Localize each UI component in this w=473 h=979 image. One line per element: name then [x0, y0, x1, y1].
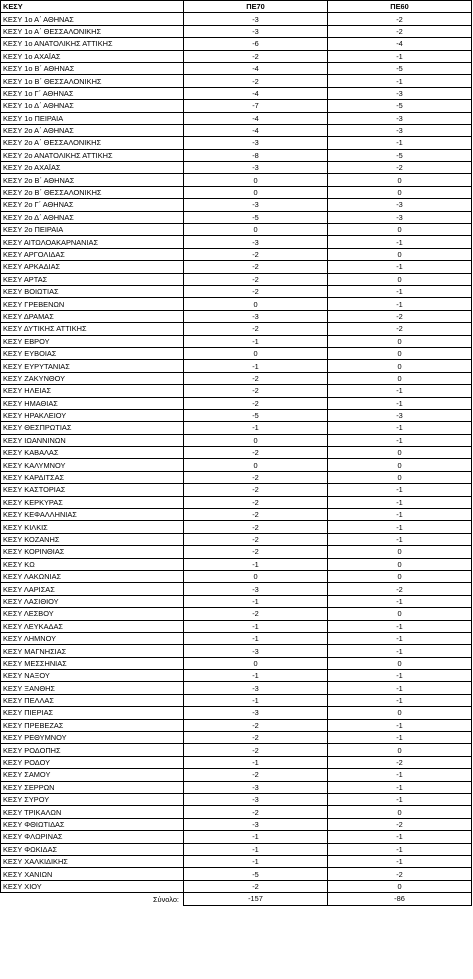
pe70-value-cell: -1: [184, 335, 328, 347]
kesy-name-cell: ΚΕΣΥ ΗΡΑΚΛΕΙΟΥ: [1, 409, 184, 421]
header-kesy: ΚΕΣΥ: [1, 1, 184, 13]
table-row: [1, 509, 472, 521]
table-row: [1, 211, 472, 223]
pe60-value-cell: 0: [328, 707, 472, 719]
table-row: [1, 174, 472, 186]
kesy-name-cell: ΚΕΣΥ ΧΑΛΚΙΔΙΚΗΣ: [1, 855, 184, 867]
pe70-value-cell: -5: [184, 868, 328, 880]
pe70-value-cell: -3: [184, 707, 328, 719]
pe70-value-cell: -2: [184, 496, 328, 508]
table-row: [1, 124, 472, 136]
pe60-value-cell: -2: [328, 323, 472, 335]
table-row: [1, 236, 472, 248]
pe60-value-cell: 0: [328, 880, 472, 892]
pe60-value-cell: -1: [328, 682, 472, 694]
table-row: [1, 385, 472, 397]
pe60-value-cell: -1: [328, 831, 472, 843]
pe60-value-cell: 0: [328, 372, 472, 384]
kesy-name-cell: ΚΕΣΥ ΧΑΝΙΩΝ: [1, 868, 184, 880]
table-row: [1, 248, 472, 260]
kesy-name-cell: ΚΕΣΥ ΦΛΩΡΙΝΑΣ: [1, 831, 184, 843]
pe70-value-cell: -1: [184, 670, 328, 682]
table-row: [1, 521, 472, 533]
table-row: [1, 310, 472, 322]
pe60-value-cell: -1: [328, 670, 472, 682]
pe70-value-cell: -6: [184, 38, 328, 50]
pe60-value-cell: -1: [328, 732, 472, 744]
pe60-value-cell: -1: [328, 632, 472, 644]
kesy-name-cell: ΚΕΣΥ ΞΑΝΘΗΣ: [1, 682, 184, 694]
kesy-name-cell: ΚΕΣΥ 1ο Γ΄ ΑΘΗΝΑΣ: [1, 87, 184, 99]
pe70-value-cell: -2: [184, 732, 328, 744]
pe60-value-cell: -1: [328, 769, 472, 781]
pe70-value-cell: -7: [184, 100, 328, 112]
table-row: [1, 224, 472, 236]
table-row: [1, 533, 472, 545]
kesy-name-cell: ΚΕΣΥ 2ο Β΄ ΘΕΣΣΑΛΟΝΙΚΗΣ: [1, 186, 184, 198]
kesy-name-cell: ΚΕΣΥ ΛΑΚΩΝΙΑΣ: [1, 570, 184, 582]
kesy-name-cell: ΚΕΣΥ ΛΑΣΙΘΙΟΥ: [1, 595, 184, 607]
pe60-value-cell: -3: [328, 409, 472, 421]
kesy-name-cell: ΚΕΣΥ 2ο ΠΕΙΡΑΙΑ: [1, 224, 184, 236]
pe70-value-cell: -1: [184, 595, 328, 607]
table-row: [1, 372, 472, 384]
pe60-value-cell: -1: [328, 298, 472, 310]
pe60-value-cell: 0: [328, 459, 472, 471]
pe60-value-cell: -1: [328, 645, 472, 657]
table-row: [1, 285, 472, 297]
pe60-value-cell: -3: [328, 87, 472, 99]
kesy-name-cell: ΚΕΣΥ ΡΟΔΟΥ: [1, 756, 184, 768]
pe60-value-cell: -1: [328, 75, 472, 87]
table-row: [1, 422, 472, 434]
kesy-name-cell: ΚΕΣΥ ΚΩ: [1, 558, 184, 570]
kesy-name-cell: ΚΕΣΥ ΚΕΦΑΛΛΗΝΙΑΣ: [1, 509, 184, 521]
pe60-value-cell: -1: [328, 422, 472, 434]
pe70-value-cell: 0: [184, 174, 328, 186]
pe60-value-cell: -2: [328, 310, 472, 322]
pe60-value-cell: -3: [328, 211, 472, 223]
kesy-name-cell: ΚΕΣΥ ΡΟΔΟΠΗΣ: [1, 744, 184, 756]
pe70-value-cell: -2: [184, 75, 328, 87]
pe60-value-cell: 0: [328, 224, 472, 236]
pe70-value-cell: -1: [184, 756, 328, 768]
table-row: [1, 806, 472, 818]
pe70-value-cell: 0: [184, 224, 328, 236]
pe60-value-cell: -1: [328, 595, 472, 607]
kesy-name-cell: ΚΕΣΥ ΛΗΜΝΟΥ: [1, 632, 184, 644]
table-row: [1, 484, 472, 496]
kesy-name-cell: ΚΕΣΥ ΚΑΛΥΜΝΟΥ: [1, 459, 184, 471]
pe70-value-cell: -3: [184, 199, 328, 211]
header-pe70: ΠΕ70: [184, 1, 328, 13]
table-row: [1, 447, 472, 459]
kesy-name-cell: ΚΕΣΥ ΣΕΡΡΩΝ: [1, 781, 184, 793]
pe70-value-cell: -2: [184, 50, 328, 62]
pe60-value-cell: -1: [328, 794, 472, 806]
kesy-name-cell: ΚΕΣΥ 1ο Α΄ ΘΕΣΣΑΛΟΝΙΚΗΣ: [1, 25, 184, 37]
pe70-value-cell: -1: [184, 620, 328, 632]
kesy-name-cell: ΚΕΣΥ ΘΕΣΠΡΩΤΙΑΣ: [1, 422, 184, 434]
table-row: [1, 707, 472, 719]
table-row: [1, 831, 472, 843]
table-row: [1, 62, 472, 74]
pe70-value-cell: -8: [184, 149, 328, 161]
pe70-value-cell: -5: [184, 211, 328, 223]
kesy-name-cell: ΚΕΣΥ ΚΑΒΑΛΑΣ: [1, 447, 184, 459]
table-row: [1, 298, 472, 310]
pe70-value-cell: -2: [184, 484, 328, 496]
pe60-value-cell: -5: [328, 62, 472, 74]
pe70-value-cell: -2: [184, 323, 328, 335]
pe60-value-cell: 0: [328, 335, 472, 347]
table-row: [1, 595, 472, 607]
kesy-name-cell: ΚΕΣΥ 1ο ΑΧΑΪΑΣ: [1, 50, 184, 62]
kesy-name-cell: ΚΕΣΥ ΚΑΣΤΟΡΙΑΣ: [1, 484, 184, 496]
table-row: [1, 409, 472, 421]
kesy-name-cell: ΚΕΣΥ 2ο Β΄ ΑΘΗΝΑΣ: [1, 174, 184, 186]
kesy-name-cell: ΚΕΣΥ ΑΡΤΑΣ: [1, 273, 184, 285]
pe70-value-cell: -2: [184, 471, 328, 483]
kesy-name-cell: ΚΕΣΥ ΕΒΡΟΥ: [1, 335, 184, 347]
pe70-value-cell: -2: [184, 285, 328, 297]
pe60-value-cell: 0: [328, 347, 472, 359]
table-row: [1, 855, 472, 867]
pe60-value-cell: -1: [328, 236, 472, 248]
pe60-value-cell: 0: [328, 546, 472, 558]
table-row: [1, 682, 472, 694]
pe60-value-cell: -2: [328, 818, 472, 830]
total-label: Σύνολο:: [152, 894, 179, 904]
table-row: [1, 137, 472, 149]
pe70-value-cell: -4: [184, 112, 328, 124]
table-row: [1, 781, 472, 793]
kesy-name-cell: ΚΕΣΥ ΣΥΡΟΥ: [1, 794, 184, 806]
pe60-value-cell: -5: [328, 100, 472, 112]
pe70-value-cell: -3: [184, 682, 328, 694]
pe70-value-cell: -2: [184, 509, 328, 521]
table-row: [1, 261, 472, 273]
table-row: [1, 434, 472, 446]
table-row: [1, 50, 472, 62]
pe70-value-cell: -2: [184, 608, 328, 620]
pe70-value-cell: -2: [184, 397, 328, 409]
pe60-value-cell: 0: [328, 806, 472, 818]
kesy-name-cell: ΚΕΣΥ 2ο ΑΝΑΤΟΛΙΚΗΣ ΑΤΤΙΚΗΣ: [1, 149, 184, 161]
kesy-name-cell: ΚΕΣΥ ΜΑΓΝΗΣΙΑΣ: [1, 645, 184, 657]
kesy-name-cell: ΚΕΣΥ ΜΕΣΣΗΝΙΑΣ: [1, 657, 184, 669]
pe60-value-cell: -1: [328, 521, 472, 533]
pe70-value-cell: -3: [184, 794, 328, 806]
pe60-value-cell: 0: [328, 558, 472, 570]
pe60-value-cell: 0: [328, 608, 472, 620]
pe70-value-cell: -2: [184, 880, 328, 892]
pe70-value-cell: -3: [184, 310, 328, 322]
pe70-value-cell: -4: [184, 87, 328, 99]
pe70-value-cell: -3: [184, 781, 328, 793]
pe70-value-cell: -5: [184, 409, 328, 421]
kesy-name-cell: ΚΕΣΥ ΝΑΞΟΥ: [1, 670, 184, 682]
pe60-value-cell: 0: [328, 471, 472, 483]
table-row: [1, 360, 472, 372]
table-row: [1, 719, 472, 731]
table-row: [1, 199, 472, 211]
table-row: [1, 273, 472, 285]
pe70-value-cell: -1: [184, 632, 328, 644]
kesy-name-cell: ΚΕΣΥ ΑΙΤΩΛΟΑΚΑΡΝΑΝΙΑΣ: [1, 236, 184, 248]
pe70-value-cell: -2: [184, 533, 328, 545]
pe60-value-cell: -4: [328, 38, 472, 50]
pe70-value-cell: -3: [184, 818, 328, 830]
table-row: [1, 186, 472, 198]
kesy-name-cell: ΚΕΣΥ ΗΛΕΙΑΣ: [1, 385, 184, 397]
kesy-name-cell: ΚΕΣΥ ΤΡΙΚΑΛΩΝ: [1, 806, 184, 818]
pe60-value-cell: 0: [328, 273, 472, 285]
kesy-name-cell: ΚΕΣΥ ΚΟΖΑΝΗΣ: [1, 533, 184, 545]
pe70-value-cell: -3: [184, 13, 328, 25]
pe60-value-cell: -3: [328, 199, 472, 211]
pe60-value-cell: 0: [328, 248, 472, 260]
table-row: [1, 496, 472, 508]
pe60-value-cell: -2: [328, 583, 472, 595]
pe60-value-cell: 0: [328, 360, 472, 372]
table-row: [1, 756, 472, 768]
table-row: [1, 645, 472, 657]
pe70-value-cell: -1: [184, 843, 328, 855]
table-row: [1, 397, 472, 409]
pe60-value-cell: -1: [328, 397, 472, 409]
kesy-name-cell: ΚΕΣΥ ΡΕΘΥΜΝΟΥ: [1, 732, 184, 744]
pe70-value-cell: -2: [184, 372, 328, 384]
pe70-value-cell: -1: [184, 360, 328, 372]
table-row: [1, 162, 472, 174]
kesy-name-cell: ΚΕΣΥ ΠΕΛΛΑΣ: [1, 694, 184, 706]
pe70-value-cell: 0: [184, 459, 328, 471]
pe70-value-cell: -3: [184, 25, 328, 37]
table-row: [1, 75, 472, 87]
kesy-name-cell: ΚΕΣΥ ΧΙΟΥ: [1, 880, 184, 892]
table-row: [1, 570, 472, 582]
table-row: [1, 149, 472, 161]
table-row: [1, 657, 472, 669]
pe60-value-cell: -1: [328, 285, 472, 297]
table-row: [1, 546, 472, 558]
table-row: [1, 608, 472, 620]
kesy-name-cell: ΚΕΣΥ 1ο Δ΄ ΑΘΗΝΑΣ: [1, 100, 184, 112]
table-row: [1, 880, 472, 892]
table-row: [1, 25, 472, 37]
pe60-value-cell: 0: [328, 174, 472, 186]
pe60-value-cell: -1: [328, 50, 472, 62]
pe60-value-cell: -1: [328, 694, 472, 706]
kesy-name-cell: ΚΕΣΥ 1ο Α΄ ΑΘΗΝΑΣ: [1, 13, 184, 25]
pe70-value-cell: 0: [184, 657, 328, 669]
kesy-name-cell: ΚΕΣΥ 1ο Β΄ ΑΘΗΝΑΣ: [1, 62, 184, 74]
kesy-name-cell: ΚΕΣΥ ΦΘΙΩΤΙΔΑΣ: [1, 818, 184, 830]
kesy-name-cell: ΚΕΣΥ ΠΡΕΒΕΖΑΣ: [1, 719, 184, 731]
kesy-name-cell: ΚΕΣΥ ΗΜΑΘΙΑΣ: [1, 397, 184, 409]
kesy-name-cell: ΚΕΣΥ 2ο Α΄ ΑΘΗΝΑΣ: [1, 124, 184, 136]
table-row: [1, 694, 472, 706]
kesy-name-cell: ΚΕΣΥ ΕΥΒΟΙΑΣ: [1, 347, 184, 359]
header-pe60: ΠΕ60: [328, 1, 472, 13]
kesy-name-cell: ΚΕΣΥ ΔΥΤΙΚΗΣ ΑΤΤΙΚΗΣ: [1, 323, 184, 335]
table-row: [1, 347, 472, 359]
pe70-value-cell: -3: [184, 137, 328, 149]
pe60-value-cell: -1: [328, 509, 472, 521]
table-row: [1, 112, 472, 124]
pe60-value-cell: -1: [328, 496, 472, 508]
pe70-value-cell: -2: [184, 261, 328, 273]
kesy-name-cell: ΚΕΣΥ 2ο Γ΄ ΑΘΗΝΑΣ: [1, 199, 184, 211]
table-row: [1, 670, 472, 682]
pe70-value-cell: 0: [184, 570, 328, 582]
table-row: [1, 818, 472, 830]
pe70-value-cell: -2: [184, 447, 328, 459]
table-row: [1, 87, 472, 99]
pe60-value-cell: -1: [328, 261, 472, 273]
kesy-name-cell: ΚΕΣΥ ΔΡΑΜΑΣ: [1, 310, 184, 322]
pe70-value-cell: -2: [184, 248, 328, 260]
pe60-value-cell: -2: [328, 868, 472, 880]
pe70-value-cell: -1: [184, 694, 328, 706]
table-row: [1, 583, 472, 595]
kesy-name-cell: ΚΕΣΥ ΚΟΡΙΝΘΙΑΣ: [1, 546, 184, 558]
pe60-value-cell: -3: [328, 112, 472, 124]
pe70-value-cell: -2: [184, 521, 328, 533]
kesy-name-cell: ΚΕΣΥ ΠΙΕΡΙΑΣ: [1, 707, 184, 719]
header-row: [1, 1, 472, 13]
table-row: [1, 868, 472, 880]
pe60-value-cell: 0: [328, 447, 472, 459]
pe60-value-cell: 0: [328, 657, 472, 669]
total-row: [1, 893, 472, 905]
pe70-value-cell: 0: [184, 298, 328, 310]
table-row: [1, 620, 472, 632]
table-row: [1, 843, 472, 855]
kesy-name-cell: ΚΕΣΥ 1ο ΑΝΑΤΟΛΙΚΗΣ ΑΤΤΙΚΗΣ: [1, 38, 184, 50]
kesy-name-cell: ΚΕΣΥ ΛΕΣΒΟΥ: [1, 608, 184, 620]
table-row: [1, 558, 472, 570]
pe60-value-cell: -3: [328, 124, 472, 136]
kesy-name-cell: ΚΕΣΥ ΚΕΡΚΥΡΑΣ: [1, 496, 184, 508]
pe70-value-cell: -1: [184, 558, 328, 570]
table-row: [1, 335, 472, 347]
pe60-value-cell: -1: [328, 533, 472, 545]
kesy-name-cell: ΚΕΣΥ ΦΩΚΙΔΑΣ: [1, 843, 184, 855]
kesy-name-cell: ΚΕΣΥ 1ο Β΄ ΘΕΣΣΑΛΟΝΙΚΗΣ: [1, 75, 184, 87]
pe70-value-cell: -3: [184, 236, 328, 248]
kesy-name-cell: ΚΕΣΥ 2ο Α΄ ΘΕΣΣΑΛΟΝΙΚΗΣ: [1, 137, 184, 149]
pe70-value-cell: -2: [184, 744, 328, 756]
pe60-value-cell: -1: [328, 719, 472, 731]
kesy-name-cell: ΚΕΣΥ ΚΙΛΚΙΣ: [1, 521, 184, 533]
table-row: [1, 794, 472, 806]
kesy-name-cell: ΚΕΣΥ ΑΡΚΑΔΙΑΣ: [1, 261, 184, 273]
kesy-name-cell: ΚΕΣΥ 1ο ΠΕΙΡΑΙΑ: [1, 112, 184, 124]
pe60-value-cell: -2: [328, 756, 472, 768]
pe60-value-cell: -1: [328, 385, 472, 397]
pe70-value-cell: -3: [184, 645, 328, 657]
table-row: [1, 38, 472, 50]
kesy-name-cell: ΚΕΣΥ ΒΟΙΩΤΙΑΣ: [1, 285, 184, 297]
table-row: [1, 732, 472, 744]
kesy-name-cell: ΚΕΣΥ 2ο Δ΄ ΑΘΗΝΑΣ: [1, 211, 184, 223]
pe70-value-cell: 0: [184, 347, 328, 359]
total-pe70: -157: [184, 893, 328, 905]
pe60-value-cell: -1: [328, 484, 472, 496]
pe60-value-cell: -5: [328, 149, 472, 161]
pe70-value-cell: -3: [184, 162, 328, 174]
pe70-value-cell: -2: [184, 546, 328, 558]
pe60-value-cell: -1: [328, 137, 472, 149]
kesy-name-cell: ΚΕΣΥ ΙΩΑΝΝΙΝΩΝ: [1, 434, 184, 446]
table-row: [1, 323, 472, 335]
pe70-value-cell: -3: [184, 583, 328, 595]
pe70-value-cell: -2: [184, 719, 328, 731]
kesy-name-cell: ΚΕΣΥ ΛΕΥΚΑΔΑΣ: [1, 620, 184, 632]
pe70-value-cell: -1: [184, 831, 328, 843]
pe70-value-cell: -1: [184, 422, 328, 434]
kesy-name-cell: ΚΕΣΥ ΛΑΡΙΣΑΣ: [1, 583, 184, 595]
table-row: [1, 459, 472, 471]
pe70-value-cell: -2: [184, 806, 328, 818]
table-row: [1, 769, 472, 781]
pe60-value-cell: -1: [328, 781, 472, 793]
kesy-name-cell: ΚΕΣΥ ΕΥΡΥΤΑΝΙΑΣ: [1, 360, 184, 372]
pe60-value-cell: -2: [328, 162, 472, 174]
kesy-name-cell: ΚΕΣΥ ΚΑΡΔΙΤΣΑΣ: [1, 471, 184, 483]
pe60-value-cell: -1: [328, 855, 472, 867]
table-row: [1, 13, 472, 25]
pe60-value-cell: 0: [328, 186, 472, 198]
table-row: [1, 744, 472, 756]
pe70-value-cell: 0: [184, 434, 328, 446]
pe60-value-cell: 0: [328, 570, 472, 582]
pe60-value-cell: -1: [328, 843, 472, 855]
kesy-name-cell: ΚΕΣΥ ΣΑΜΟΥ: [1, 769, 184, 781]
kesy-name-cell: ΚΕΣΥ ΑΡΓΟΛΙΔΑΣ: [1, 248, 184, 260]
pe60-value-cell: -2: [328, 13, 472, 25]
table-row: [1, 632, 472, 644]
pe70-value-cell: -2: [184, 273, 328, 285]
pe60-value-cell: -2: [328, 25, 472, 37]
table-body: [1, 1, 472, 906]
kesy-name-cell: ΚΕΣΥ ΓΡΕΒΕΝΩΝ: [1, 298, 184, 310]
pe70-value-cell: -2: [184, 769, 328, 781]
kesy-name-cell: ΚΕΣΥ 2ο ΑΧΑΪΑΣ: [1, 162, 184, 174]
pe70-value-cell: -1: [184, 855, 328, 867]
pe60-value-cell: -1: [328, 620, 472, 632]
pe60-value-cell: 0: [328, 744, 472, 756]
table-row: [1, 471, 472, 483]
pe70-value-cell: -4: [184, 124, 328, 136]
kesy-name-cell: ΚΕΣΥ ΖΑΚΥΝΘΟΥ: [1, 372, 184, 384]
table-row: [1, 100, 472, 112]
pe70-value-cell: -2: [184, 385, 328, 397]
total-pe60: -86: [328, 893, 472, 905]
pe70-value-cell: 0: [184, 186, 328, 198]
pe60-value-cell: -1: [328, 434, 472, 446]
pe70-value-cell: -4: [184, 62, 328, 74]
